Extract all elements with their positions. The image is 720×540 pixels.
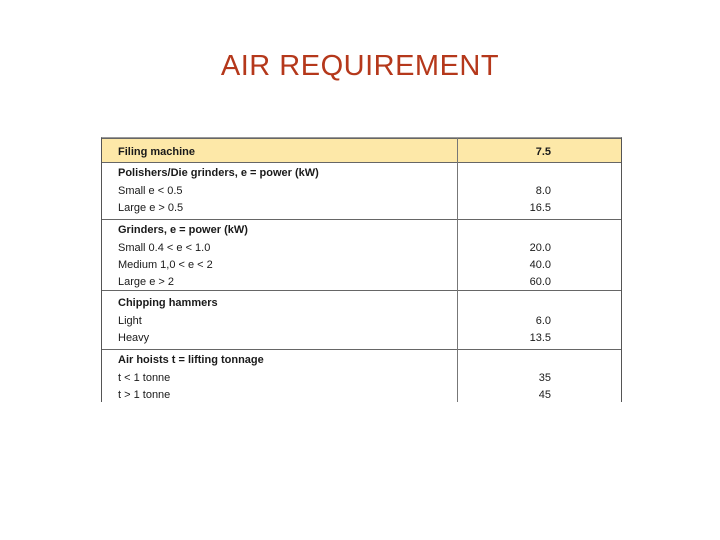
row-label: Medium 1,0 < e < 2 [118,259,213,271]
row-value: 8.0 [535,185,551,197]
table-row [102,313,621,330]
row-value: 7.5 [535,146,551,158]
table-row [102,183,621,200]
air-requirement-table [101,137,622,402]
row-label: Small e < 0.5 [118,185,183,197]
table-group-polishers [102,162,621,220]
table-group-chipping [102,290,621,350]
table-group-filing [102,138,621,163]
table-row [102,352,621,369]
table-row [102,330,621,347]
row-value: 40.0 [529,259,551,271]
row-label: Large e > 0.5 [118,202,184,214]
table-row [102,295,621,312]
table-group-air-hoists [102,349,621,402]
row-value: 45 [538,389,551,401]
row-value: 35 [538,372,551,384]
row-label: t < 1 tonne [118,372,171,384]
table-row [102,370,621,387]
row-value: 20.0 [529,242,551,254]
table-row [102,240,621,257]
column-separator [457,138,458,402]
row-label: Polishers/Die grinders, e = power (kW) [118,167,319,179]
row-label: Grinders, e = power (kW) [118,224,248,236]
row-value: 6.0 [535,315,551,327]
row-label: t > 1 tonne [118,389,171,401]
table-row [102,144,621,161]
table-row [102,200,621,217]
row-label: Light [118,315,142,327]
row-label: Filing machine [118,146,196,158]
table-row [102,257,621,274]
row-label: Heavy [118,332,150,344]
row-label: Small 0.4 < e < 1.0 [118,242,211,254]
table-group-grinders [102,219,621,291]
page-title: AIR REQUIREMENT [220,50,500,82]
table-row [102,165,621,182]
table-row [102,222,621,239]
table-row [102,274,621,291]
row-value: 16.5 [529,202,551,214]
row-label: Air hoists t = lifting tonnage [118,354,264,366]
row-label: Chipping hammers [118,297,218,309]
table-row [102,387,621,402]
row-value: 60.0 [529,276,551,288]
row-label: Large e > 2 [118,276,174,288]
row-value: 13.5 [529,332,551,344]
